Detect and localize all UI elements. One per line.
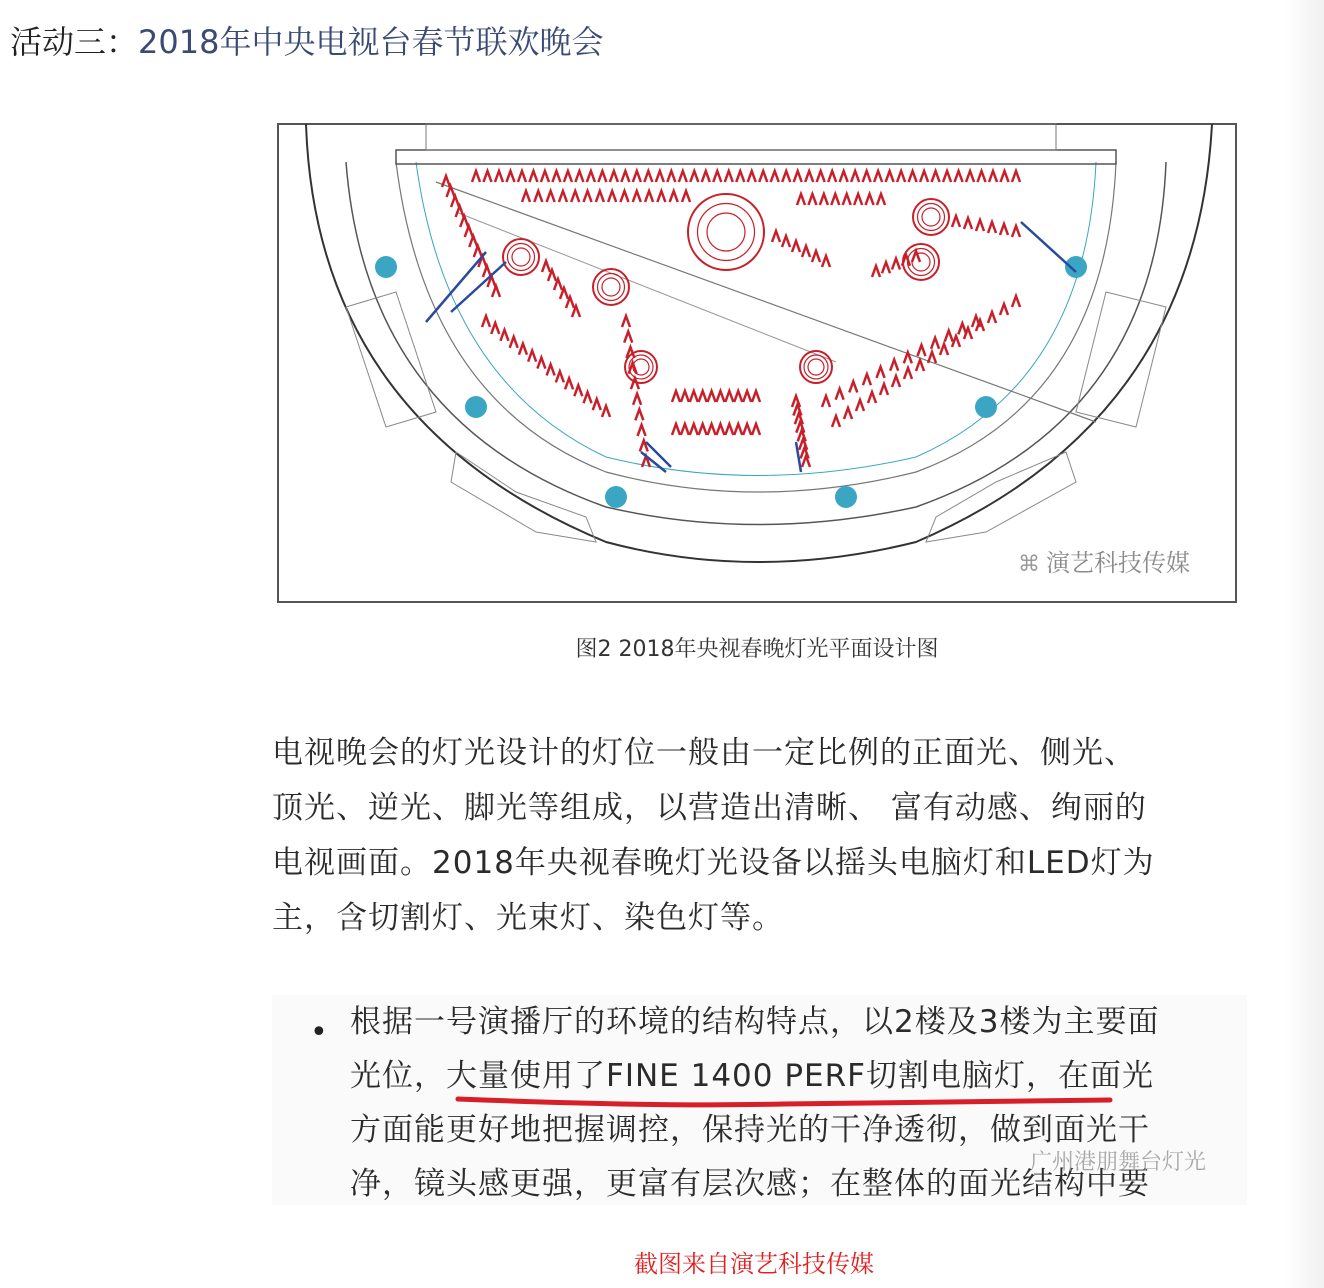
fixture-mark — [955, 171, 963, 182]
fixture-mark — [782, 171, 790, 182]
fixture-mark — [952, 336, 960, 347]
fixture-mark — [890, 360, 898, 371]
fixture-mark — [571, 191, 579, 202]
fixture-mark — [734, 391, 742, 402]
fixture-mark — [702, 171, 710, 182]
fixture-mark — [608, 191, 616, 202]
fixture-mark — [972, 316, 980, 327]
fixture-mark — [797, 194, 805, 205]
fixture-mark — [952, 216, 960, 227]
fixture-mark — [916, 360, 924, 371]
fixture-mark — [931, 338, 939, 349]
body-paragraph — [272, 726, 1242, 946]
fixture-mark — [831, 194, 839, 205]
paragraph-line: 电视晚会的灯光设计的灯位一般由一定比例的正面光、侧光、 — [272, 735, 1136, 771]
fixture-mark — [820, 194, 828, 205]
bullet-item — [272, 995, 1247, 1205]
fixture-mark — [656, 171, 664, 182]
ring-fixture — [503, 239, 539, 275]
fixture-mark — [682, 191, 690, 202]
paragraph-line: 电视画面。2018年央视春晚灯光设备以摇头电脑灯和LED灯为 — [272, 845, 1155, 881]
fixture-mark — [882, 262, 890, 273]
seating-left — [346, 292, 596, 542]
fixture-mark — [725, 424, 733, 435]
fixture-mark — [529, 171, 537, 182]
fixture-mark — [537, 358, 545, 369]
fixture-mark — [474, 246, 482, 257]
fixture-mark — [670, 191, 678, 202]
fixture-mark — [699, 391, 707, 402]
wechat-logo-icon: ⌘ — [1018, 552, 1040, 577]
fixture-mark — [690, 424, 698, 435]
fixture-mark — [519, 344, 527, 355]
fixture-mark — [988, 312, 996, 323]
middle-arc — [346, 162, 1166, 525]
fixture-mark — [920, 171, 928, 182]
fixture-row-left-lower — [482, 316, 610, 417]
ring-fixture — [707, 213, 745, 251]
fixture-mark — [897, 171, 905, 182]
fixture-mark — [892, 376, 900, 387]
fixture-row-left-mid — [542, 261, 580, 317]
fixture-row-center-left — [622, 316, 650, 467]
fixture-mark — [917, 345, 925, 356]
figure-caption: 图2 2018年央视春晚灯光平面设计图 — [575, 637, 939, 662]
bullet-line-prefix: 光位， — [350, 1058, 446, 1094]
fixture-row-center-2 — [672, 424, 760, 435]
fixture-mark — [620, 191, 628, 202]
fixture-row-center-right — [792, 396, 810, 467]
fixture-mark — [552, 171, 560, 182]
ring-fixture — [800, 351, 832, 383]
fixture-mark — [1000, 304, 1008, 315]
fixture-mark — [877, 367, 885, 378]
fixture-mark — [679, 171, 687, 182]
fixture-mark — [547, 364, 555, 375]
fixture-mark — [794, 171, 802, 182]
fixture-mark — [542, 261, 550, 272]
fixture-mark — [541, 171, 549, 182]
fixture-mark — [522, 191, 530, 202]
fixture-mark — [518, 171, 526, 182]
ring-fixture — [593, 269, 629, 305]
fixture-mark — [805, 171, 813, 182]
ring-fixture — [602, 278, 620, 296]
fixture-mark — [547, 191, 555, 202]
ring-fixture — [912, 253, 930, 271]
fixture-mark — [716, 424, 724, 435]
bullet-line-suffix: ，在面光 — [1026, 1058, 1155, 1094]
fixture-mark — [759, 171, 767, 182]
fixture-mark — [843, 194, 851, 205]
cyan-spot — [375, 256, 397, 278]
fixture-mark — [863, 171, 871, 182]
fixture-mark — [964, 218, 972, 229]
fixture-mark — [469, 236, 477, 247]
fixture-mark — [534, 191, 542, 202]
fixture-mark — [598, 171, 606, 182]
fixture-mark — [782, 236, 790, 247]
fixture-mark — [988, 222, 996, 233]
highlighted-text: 大量使用了FINE 1400 PERF切割电脑灯 — [446, 1058, 1027, 1094]
fixture-mark — [1001, 171, 1009, 182]
fixture-mark — [868, 392, 876, 403]
fixture-mark — [556, 371, 564, 382]
fixture-mark — [482, 316, 490, 327]
fixture-mark — [596, 191, 604, 202]
fixture-mark — [958, 323, 966, 334]
fixture-mark — [743, 424, 751, 435]
fixture-mark — [621, 171, 629, 182]
fixture-mark — [713, 171, 721, 182]
fixture-mark — [635, 409, 643, 420]
fixture-mark — [1012, 171, 1020, 182]
fixture-mark — [752, 391, 760, 402]
fixture-mark — [716, 391, 724, 402]
fixture-mark — [940, 344, 948, 355]
fixture-mark — [840, 171, 848, 182]
screenshot-credit: 截图来自演艺科技传媒 — [634, 1250, 874, 1278]
fixture-mark — [945, 331, 953, 342]
fixture-row-right-diag-2 — [822, 316, 980, 407]
fixture-mark — [844, 408, 852, 419]
lighting-plan-drawing — [276, 122, 1240, 606]
fixture-mark — [989, 171, 997, 182]
fixture-row-arc-1 — [772, 231, 830, 267]
fixture-mark — [904, 368, 912, 379]
seating-right — [926, 292, 1166, 542]
fixture-mark — [622, 316, 630, 327]
fixture-mark — [690, 171, 698, 182]
cyan-spots — [375, 256, 1087, 508]
cyan-spot — [835, 486, 857, 508]
fixture-mark — [447, 186, 455, 197]
figure-watermark — [1018, 543, 1190, 578]
fixture-mark — [575, 171, 583, 182]
fixture-mark — [863, 374, 871, 385]
fixture-mark — [909, 171, 917, 182]
fixture-mark — [928, 352, 936, 363]
ring-fixture — [698, 204, 755, 261]
stage-header — [396, 150, 1116, 164]
ring-fixture — [922, 208, 940, 226]
fixture-mark — [886, 171, 894, 182]
fixture-mark — [752, 424, 760, 435]
bullet-line: 根据一号演播厅的环境的结构特点，以2楼及3楼为主要面 — [350, 1004, 1160, 1040]
fixture-mark — [772, 231, 780, 242]
cyan-spot — [465, 396, 487, 418]
fixture-mark — [564, 171, 572, 182]
bullet-line: 方面能更好地把握调控，保持光的干净透彻，做到面光干 — [350, 1112, 1150, 1148]
fixture-mark — [874, 171, 882, 182]
fixture-mark — [748, 171, 756, 182]
fixture-mark — [491, 323, 499, 334]
fixture-mark — [880, 384, 888, 395]
fixture-mark — [1012, 226, 1020, 237]
outer-arc — [306, 124, 1212, 562]
fixture-mark — [1012, 296, 1020, 307]
fixture-mark — [644, 171, 652, 182]
fixture-mark — [822, 256, 830, 267]
fixture-mark — [866, 194, 874, 205]
fixture-mark — [465, 226, 473, 237]
fixture-mark — [725, 171, 733, 182]
fixture-mark — [832, 416, 840, 427]
fixture-mark — [856, 400, 864, 411]
cyan-spot — [1065, 256, 1087, 278]
fixture-mark — [812, 251, 820, 262]
fixture-mark — [681, 424, 689, 435]
bullet-watermark: 广州港朋舞台灯光 — [1030, 1150, 1207, 1175]
fixture-mark — [451, 196, 459, 207]
fixture-mark — [506, 171, 514, 182]
fixture-mark — [645, 191, 653, 202]
fixture-row-top — [472, 171, 1020, 182]
fixture-row-upper-left — [522, 191, 690, 202]
fixture-mark — [808, 194, 816, 205]
fixture-mark — [828, 171, 836, 182]
fixture-mark — [690, 391, 698, 402]
fixture-mark — [932, 171, 940, 182]
heading-title: 2018年中央电视台春节联欢晚会 — [138, 23, 604, 61]
stage-back — [426, 124, 1056, 150]
fixture-mark — [565, 378, 573, 389]
fixture-mark — [500, 330, 508, 341]
fixture-mark — [725, 391, 733, 402]
fixture-mark — [672, 391, 680, 402]
fixture-row-upper-right — [797, 194, 885, 205]
figure-watermark-text: 演艺科技传媒 — [1046, 549, 1190, 577]
fixture-mark — [460, 216, 468, 227]
fixture-mark — [743, 391, 751, 402]
fixture-mark — [817, 171, 825, 182]
fixture-mark — [559, 191, 567, 202]
fixture-mark — [771, 171, 779, 182]
fixture-mark — [657, 191, 665, 202]
fixture-mark — [610, 171, 618, 182]
fixture-mark — [699, 424, 707, 435]
ring-fixtures — [503, 194, 949, 383]
inner-arc — [396, 162, 1116, 492]
fixture-mark — [854, 194, 862, 205]
fixture-mark — [802, 246, 810, 257]
fixture-mark — [472, 171, 480, 182]
lighting-plan-figure — [276, 122, 1240, 606]
ring-fixture — [808, 359, 824, 375]
section-heading — [10, 20, 603, 64]
fixture-mark — [681, 391, 689, 402]
bullet-line: 净，镜头感更强，更富有层次感；在整体的面光结构中要 — [350, 1166, 1150, 1202]
fixture-mark — [892, 259, 900, 270]
red-underline-annotation — [454, 1095, 1114, 1109]
fixture-mark — [667, 171, 675, 182]
fixture-mark — [708, 391, 716, 402]
fixture-row-center-1 — [672, 391, 760, 402]
fixture-mark — [851, 171, 859, 182]
fixture-mark — [593, 399, 601, 410]
fixture-mark — [978, 171, 986, 182]
fixture-mark — [734, 424, 742, 435]
fixture-mark — [633, 191, 641, 202]
fixture-mark — [587, 171, 595, 182]
fixture-mark — [584, 191, 592, 202]
fixture-mark — [456, 206, 464, 217]
fixture-mark — [943, 171, 951, 182]
fixture-mark — [822, 396, 830, 407]
fixture-mark — [492, 286, 500, 297]
paragraph-line: 主，含切割灯、光束灯、染色灯等。 — [272, 900, 784, 936]
fixture-mark — [836, 389, 844, 400]
fixture-mark — [584, 392, 592, 403]
fixture-mark — [528, 351, 536, 362]
cyan-spot — [605, 486, 627, 508]
fixture-mark — [976, 220, 984, 231]
fixture-mark — [624, 332, 632, 343]
fixture-mark — [510, 337, 518, 348]
fixture-mark — [574, 385, 582, 396]
fixture-mark — [633, 394, 641, 405]
paragraph-line: 顶光、逆光、脚光等组成，以营造出清晰、 富有动感、绚丽的 — [272, 790, 1147, 826]
fixture-row-right-top — [952, 216, 1020, 237]
heading-prefix: 活动三： — [10, 23, 139, 61]
fixture-mark — [877, 194, 885, 205]
fixture-mark — [483, 171, 491, 182]
ring-fixture — [913, 199, 949, 235]
diagonal-line-1 — [436, 182, 1096, 422]
ring-fixture — [688, 194, 764, 270]
fixture-mark — [495, 171, 503, 182]
bullet-dot-icon: • — [310, 1015, 328, 1050]
fixture-mark — [872, 266, 880, 277]
fixture-mark — [638, 425, 646, 436]
fixture-mark — [672, 424, 680, 435]
fixture-mark — [633, 171, 641, 182]
fixture-mark — [849, 381, 857, 392]
fixture-mark — [1000, 224, 1008, 235]
cyan-spot — [975, 396, 997, 418]
fixture-mark — [966, 171, 974, 182]
fixture-mark — [736, 171, 744, 182]
fixture-mark — [792, 241, 800, 252]
ring-fixture — [512, 248, 530, 266]
fixture-mark — [602, 406, 610, 417]
fixture-mark — [708, 424, 716, 435]
